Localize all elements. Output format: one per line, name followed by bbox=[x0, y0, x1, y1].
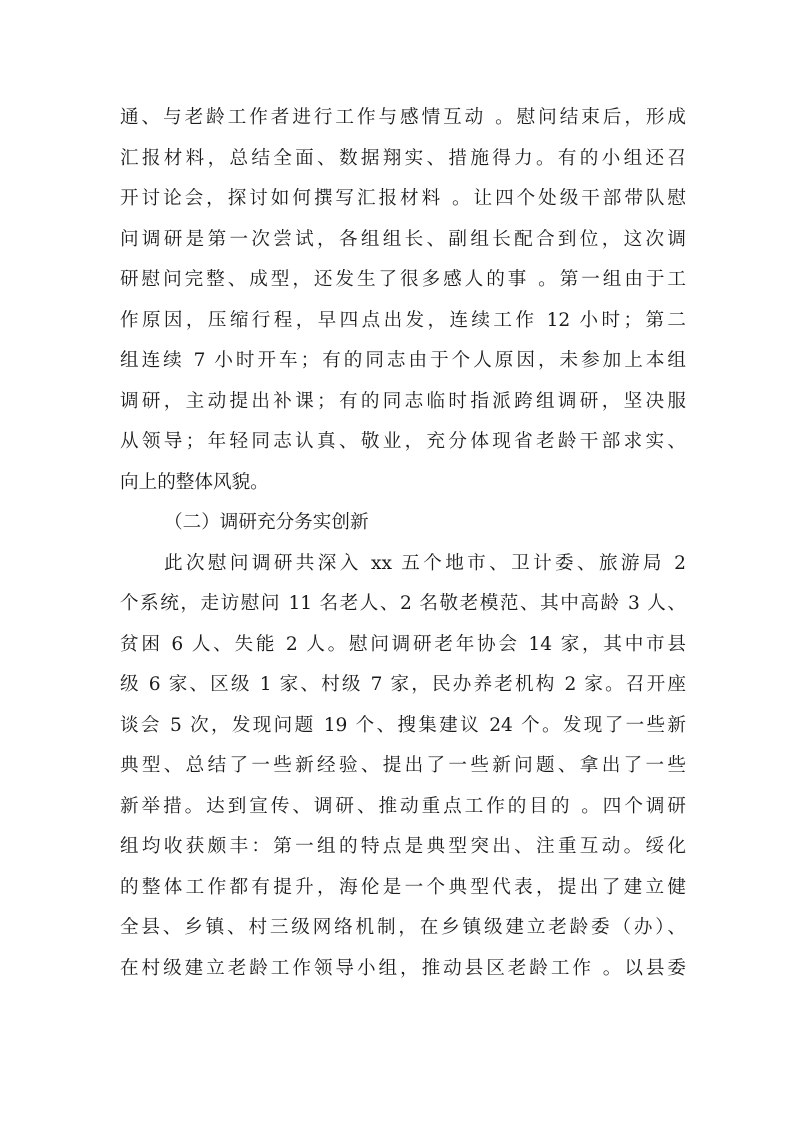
section-heading: （二）调研充分务实创新 bbox=[164, 512, 369, 533]
paragraph-line: 级 6 家、区级 1 家、村级 7 家，民办养老机构 2 家。召开座 bbox=[120, 674, 686, 695]
paragraph-line: 典型、总结了一些新经验、提出了一些新问题、拿出了一些 bbox=[120, 755, 686, 776]
paragraph-line: 通、与老龄工作者进行工作与感情互动 。慰问结束后，形成 bbox=[120, 107, 686, 128]
paragraph-line: 个系统，走访慰问 11 名老人、2 名敬老模范、其中高龄 3 人、 bbox=[120, 593, 686, 614]
paragraph-line: 调研，主动提出补课；有的同志临时指派跨组调研，坚决服 bbox=[120, 390, 686, 412]
paragraph-line: 开讨论会，探讨如何撰写汇报材料 。让四个处级干部带队慰 bbox=[120, 188, 686, 209]
paragraph-line: 组均收获颇丰：第一组的特点是典型突出、注重互动。绥化 bbox=[120, 836, 686, 857]
paragraph-line: 新举措。达到宣传、调研、推动重点工作的目的 。四个调研 bbox=[120, 795, 686, 817]
paragraph-line: 谈会 5 次，发现问题 19 个、搜集建议 24 个。发现了一些新 bbox=[120, 714, 686, 736]
paragraph-line: 此次慰问调研共深入 xx 五个地市、卫计委、旅游局 2 bbox=[164, 552, 686, 574]
paragraph-line: 汇报材料，总结全面、数据翔实、措施得力。有的小组还召 bbox=[120, 147, 686, 169]
body-text bbox=[120, 98, 686, 989]
paragraph-line: 从领导；年轻同志认真、敬业，充分体现省老龄干部求实、 bbox=[120, 431, 686, 452]
paragraph-line: 向上的整体风貌。 bbox=[120, 471, 269, 493]
paragraph-line: 研慰问完整、成型，还发生了很多感人的事 。第一组由于工 bbox=[120, 269, 686, 290]
paragraph-line: 全县、乡镇、村三级网络机制，在乡镇级建立老龄委（办）、 bbox=[120, 917, 686, 938]
paragraph-line: 作原因，压缩行程，早四点出发，连续工作 12 小时；第二 bbox=[120, 309, 686, 331]
paragraph-line: 问调研是第一次尝试，各组组长、副组长配合到位，这次调 bbox=[120, 228, 686, 250]
paragraph-line: 在村级建立老龄工作领导小组，推动县区老龄工作 。以县委 bbox=[120, 957, 686, 979]
paragraph-line: 的整体工作都有提升，海伦是一个典型代表，提出了建立健 bbox=[120, 876, 686, 898]
paragraph-line: 贫困 6 人、失能 2 人。慰问调研老年协会 14 家，其中市县 bbox=[120, 633, 686, 655]
paragraph-line: 组连续 7 小时开车；有的同志由于个人原因，未参加上本组 bbox=[120, 350, 686, 371]
